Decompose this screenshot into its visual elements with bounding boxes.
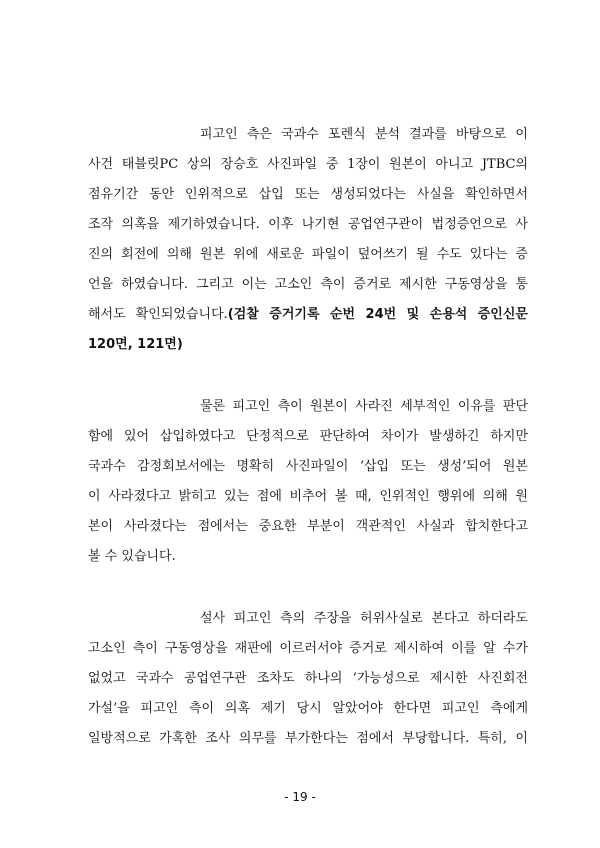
evidence-citation: (검찰 증거기록 순번 24번 및 손용석 증인신문 bbox=[227, 307, 528, 322]
evidence-citation-end: 120면, 121면) bbox=[88, 337, 183, 352]
paragraph-3 bbox=[88, 604, 528, 754]
text-line: 국과수 감정회보서에는 명확히 사진파일이 ‘삽입 또는 생성’되어 원본 bbox=[88, 459, 528, 474]
paragraph-2 bbox=[88, 392, 528, 572]
text-line: 물론 피고인 측이 원본이 사라진 세부적인 이유를 판단 bbox=[200, 399, 528, 414]
text-line: 이 사라졌다고 밝히고 있는 점에 비추어 볼 때, 인위적인 행위에 의해 원 bbox=[88, 489, 528, 504]
text-line: 조작 의혹을 제기하였습니다. 이후 나기현 공업연구관이 법정증언으로 사 bbox=[88, 217, 528, 232]
text-line: 진의 회전에 의해 원본 위에 새로운 파일이 덮어쓰기 될 수도 있다는 증 bbox=[88, 247, 528, 262]
text-line bbox=[88, 300, 528, 330]
text-line: 사건 태블릿PC 상의 장승호 사진파일 중 1장이 원본이 아니고 JTBC의 bbox=[88, 157, 528, 172]
text-segment: 해서도 확인되었습니다. bbox=[88, 307, 228, 322]
text-line: 본이 사라졌다는 점에서는 중요한 부분이 객관적인 사실과 합치한다고 bbox=[88, 519, 528, 534]
text-line: 설사 피고인 측의 주장을 허위사실로 본다고 하더라도 bbox=[200, 611, 528, 626]
text-line: 볼 수 있습니다. bbox=[88, 549, 176, 564]
text-line: 가설’을 피고인 측이 의혹 제기 당시 알았어야 한다면 피고인 측에게 bbox=[88, 701, 528, 716]
paragraph-1 bbox=[88, 120, 528, 360]
text-line: 고소인 측이 구동영상을 재판에 이르러서야 증거로 제시하여 이를 알 수가 bbox=[88, 641, 528, 656]
text-line: 없었고 국과수 공업연구관 조차도 하나의 ‘가능성으로 제시한 사진회전 bbox=[88, 671, 528, 686]
page-number: - 19 - bbox=[284, 790, 316, 804]
text-line: 일방적으로 가혹한 조사 의무를 부가한다는 점에서 부당합니다. 특히, 이 bbox=[88, 731, 528, 746]
text-line: 피고인 측은 국과수 포렌식 분석 결과를 바탕으로 이 bbox=[200, 127, 528, 142]
text-line: 언을 하였습니다. 그리고 이는 고소인 측이 증거로 제시한 구동영상을 통 bbox=[88, 277, 528, 292]
text-line: 함에 있어 삽입하였다고 단정적으로 판단하여 차이가 발생하긴 하지만 bbox=[88, 429, 528, 444]
text-line: 점유기간 동안 인위적으로 삽입 또는 생성되었다는 사실을 확인하면서 bbox=[88, 187, 528, 202]
